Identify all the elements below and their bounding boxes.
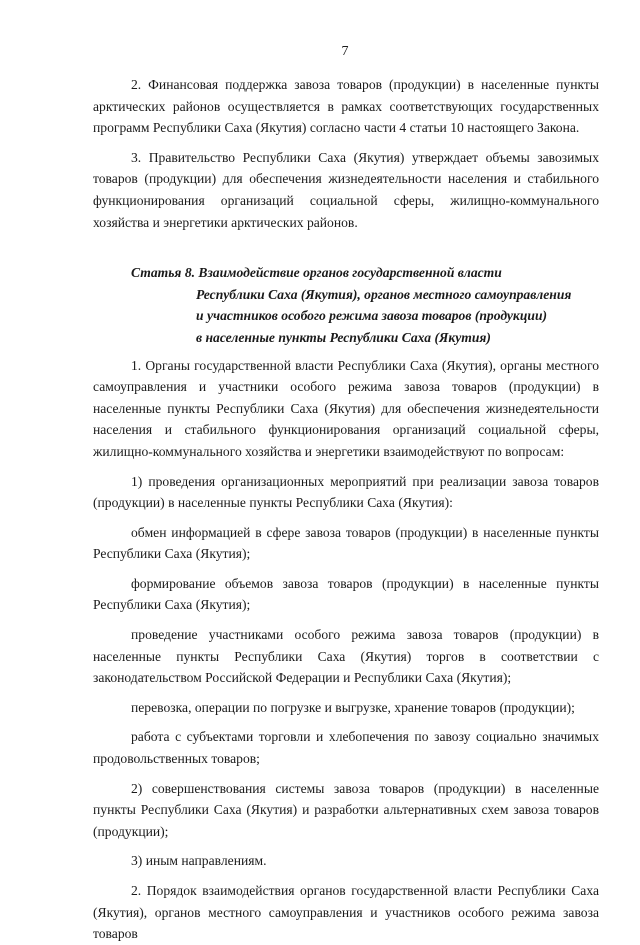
list-item-volume-formation: формирование объемов завоза товаров (продукции) в населенные пункты Республики Саха (Якутия); [93,575,599,613]
article-heading [93,262,599,348]
list-item-trade-bakery: работа с субъектами торговли и хлебопечения по завозу социально значимых продовольственных товаров; [93,729,599,767]
article-heading-line: Статья 8. Взаимодействие органов государственной власти [131,265,502,281]
article-heading-line: в населенные пункты Республики Саха (Якутия) [196,329,491,345]
list-item-transport: перевозка, операции по погрузке и выгрузке, хранение товаров (продукции); [131,699,575,715]
paragraph-interaction-intro: 1. Органы государственной власти Республики Саха (Якутия), органы местного самоуправления и участники особого режима завоза товаров (продукции) в населенные пункты Республики Саха (Якутия) для обеспечения жизнедеятельности населения и стабильного функционирования организаций социальной сферы, жилищно-коммунального хозяйства и энергетики взаимодействуют по вопросам: [93,357,599,459]
paragraph-government-volumes: 3. Правительство Республики Саха (Якутия) утверждает объемы завозимых товаров (продукции) для обеспечения жизнедеятельности населения и стабильного функционирования организаций социальной сферы, жилищно-коммунального хозяйства и энергетики арктических районов. [93,149,599,230]
paragraph-interaction-order: 2. Порядок взаимодействия органов государственной власти Республики Саха (Якутия), органов местного самоуправления и участников особого режима завоза товаров [93,883,599,942]
article-heading-line: Республики Саха (Якутия), органов местного самоуправления [196,286,572,302]
list-item-organizational: 1) проведения организационных мероприятий при реализации завоза товаров (продукции) в населенные пункты Республики Саха (Якутия): [93,473,599,511]
article-heading-line: и участников особого режима завоза товаров (продукции) [196,308,548,324]
page-number: 7 [341,44,349,59]
list-item-system-improvement: 2) совершенствования системы завоза товаров (продукции) в населенные пункты Республики Саха (Якутия) и разработки альтернативных схем завоза товаров (продукции); [93,780,599,839]
list-item-other: 3) иным направлениям. [131,853,267,869]
paragraph-financial-support: 2. Финансовая поддержка завоза товаров (продукции) в населенные пункты арктических районов осуществляется в рамках соответствующих государственных программ Республики Саха (Якутия) согласно части 4 статьи 10 настоящего Закона. [93,77,599,136]
document-body [93,74,599,945]
list-item-info-exchange: обмен информацией в сфере завоза товаров (продукции) в населенные пункты Республики Саха (Якутия); [93,524,599,562]
list-item-tenders: проведение участниками особого режима завоза товаров (продукции) в населенные пункты Республики Саха (Якутия) торгов в соответствии с законодательством Российской Федерации и Республики Саха (Якутия); [93,627,599,686]
